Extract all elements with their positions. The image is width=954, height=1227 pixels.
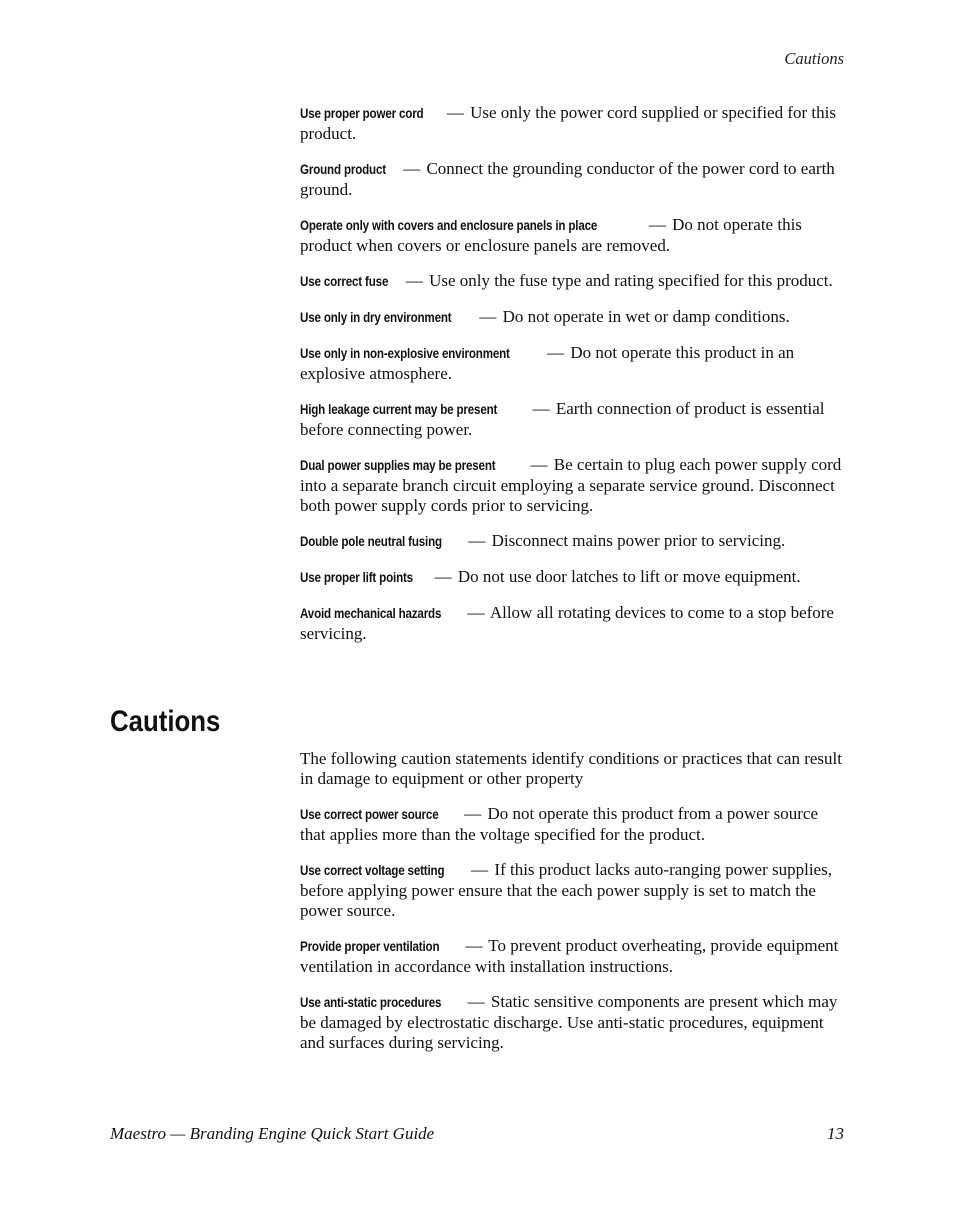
caution-text: To prevent product overheating, provide equipment ventilation in accordance with installation instructions. xyxy=(300,936,839,976)
warning-text: Do not use door latches to lift or move equipment. xyxy=(457,567,801,586)
warnings-list xyxy=(300,103,845,659)
warning-text: Use only the fuse type and rating specified for this product. xyxy=(429,271,833,290)
warning-term: Dual power supplies may be present xyxy=(300,458,496,473)
warning-item: Use only in dry environment — Do not operate in wet or damp conditions. xyxy=(300,307,790,326)
caution-text: Do not operate this product from a power source that applies more than the voltage specified for the product. xyxy=(300,804,818,844)
caution-item: Use correct power source — Do not operate this product from a power source that applies more than the voltage specified for the product. xyxy=(300,804,818,844)
warning-text: Be certain to plug each power supply cord into a separate branch circuit employing a separate service ground. Disconnect both power supply cords prior to servicing. xyxy=(300,455,842,515)
warning-item: High leakage current may be present — Earth connection of product is essential before connecting power. xyxy=(300,399,825,439)
warning-text: Allow all rotating devices to come to a stop before servicing. xyxy=(300,603,834,643)
warning-term: Use correct fuse xyxy=(300,274,389,289)
warning-term: Operate only with covers and enclosure panels in place xyxy=(300,218,598,233)
warning-term: Use proper lift points xyxy=(300,570,413,585)
warning-term: Ground product xyxy=(300,162,386,177)
section-heading-cautions: Cautions xyxy=(110,705,221,738)
warning-term: High leakage current may be present xyxy=(300,402,498,417)
warning-item: Use proper power cord — Use only the power cord supplied or specified for this product. xyxy=(300,103,836,143)
warning-term: Double pole neutral fusing xyxy=(300,534,442,549)
caution-item: Use correct voltage setting — If this product lacks auto-ranging power supplies, before applying power ensure that the each power supply is set to match the power source. xyxy=(300,860,832,920)
warning-term: Use only in non-explosive environment xyxy=(300,346,510,361)
caution-item: Use anti-static procedures — Static sensitive components are present which may be damaged by electrostatic discharge. Use anti-static procedures, equipment and surfaces during servicing. xyxy=(300,992,838,1052)
warning-text: Do not operate in wet or damp conditions. xyxy=(502,307,790,326)
warning-text: Connect the grounding conductor of the power cord to earth ground. xyxy=(300,159,835,199)
caution-item: Provide proper ventilation — To prevent product overheating, provide equipment ventilation in accordance with installation instructions. xyxy=(300,936,839,976)
warning-item: Dual power supplies may be present — Be certain to plug each power supply cord into a separate branch circuit employing a separate service ground. Disconnect both power supply cords prior to servicing. xyxy=(300,455,842,515)
warning-text: Do not operate this product in an explosive atmosphere. xyxy=(300,343,795,383)
caution-term: Use correct power source xyxy=(300,807,439,822)
warning-item: Ground product — Connect the grounding conductor of the power cord to earth ground. xyxy=(300,159,835,199)
warning-item: Avoid mechanical hazards — Allow all rotating devices to come to a stop before servicing. xyxy=(300,603,834,643)
footer-document-title: Maestro — Branding Engine Quick Start Guide xyxy=(110,1124,435,1143)
warning-item: Use only in non-explosive environment — Do not operate this product in an explosive atmosphere. xyxy=(300,343,795,383)
warning-term: Avoid mechanical hazards xyxy=(300,606,442,621)
caution-text: If this product lacks auto-ranging power supplies, before applying power ensure that the each power supply is set to match the power source. xyxy=(300,860,832,920)
warning-item: Use correct fuse — Use only the fuse type and rating specified for this product. xyxy=(300,271,833,290)
warning-text: Use only the power cord supplied or specified for this product. xyxy=(300,103,836,143)
warning-text: Earth connection of product is essential before connecting power. xyxy=(300,399,825,439)
caution-term: Use correct voltage setting xyxy=(300,863,445,878)
running-head: Cautions xyxy=(784,49,844,68)
warning-item: Double pole neutral fusing — Disconnect mains power prior to servicing. xyxy=(300,531,786,550)
warning-term: Use only in dry environment xyxy=(300,310,452,325)
footer-page-number: 13 xyxy=(827,1124,844,1143)
caution-term: Use anti-static procedures xyxy=(300,995,442,1010)
cautions-list xyxy=(300,749,845,1068)
warning-item: Use proper lift points — Do not use door latches to lift or move equipment. xyxy=(300,567,801,586)
caution-term: Provide proper ventilation xyxy=(300,939,440,954)
caution-text: Static sensitive components are present which may be damaged by electrostatic discharge. Use anti-static procedures, equipment and surfaces during servicing. xyxy=(300,992,838,1052)
warning-item: Operate only with covers and enclosure panels in place — Do not operate this product when covers or enclosure panels are removed. xyxy=(300,215,802,255)
warning-text: Disconnect mains power prior to servicing. xyxy=(491,531,786,550)
warning-text: Do not operate this product when covers or enclosure panels are removed. xyxy=(300,215,802,255)
warning-term: Use proper power cord xyxy=(300,106,424,121)
cautions-intro: The following caution statements identify conditions or practices that can result in damage to equipment or other property xyxy=(300,749,842,788)
